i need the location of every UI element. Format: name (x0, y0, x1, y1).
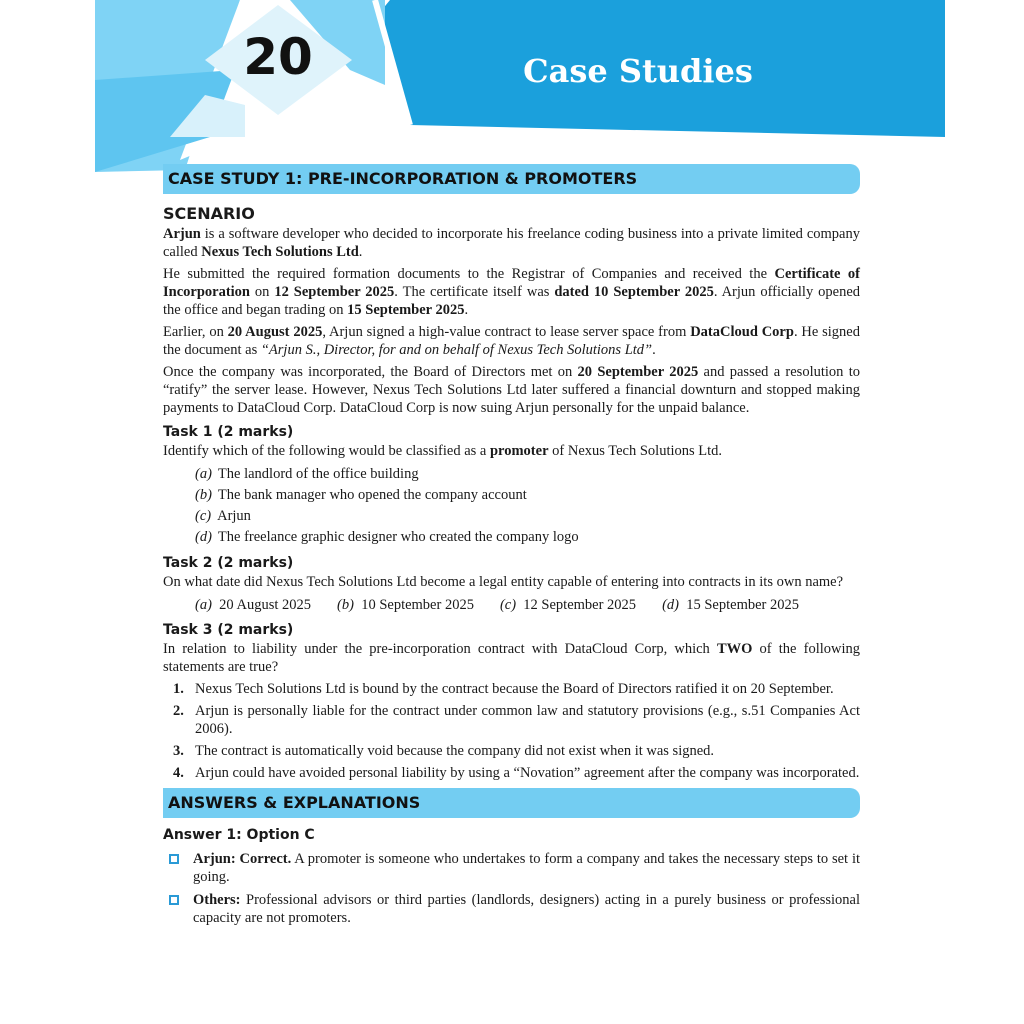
task-2-options (195, 595, 860, 615)
answer-bullet-arjun: Arjun: Correct. A promoter is someone who undertakes to form a company and takes the necessary steps to set it going. (169, 850, 860, 886)
task-3-statement-3: 3. The contract is automatically void because the company did not exist when it was signed. (173, 743, 715, 759)
task-2-question: On what date did Nexus Tech Solutions Ltd become a legal entity capable of entering into contracts in its own name? (163, 574, 844, 590)
task-3-statement-4: 4. Arjun could have avoided personal liability by using a “Novation” agreement after the company was incorporated. (173, 765, 860, 781)
answer-bullet-others: Others: Professional advisors or third parties (landlords, designers) acting in a purely business or professional capacity are not promoters. (169, 891, 860, 927)
task-2-heading: Task 2 (2 marks) (163, 555, 294, 571)
answers-heading: ANSWERS & EXPLANATIONS (163, 788, 860, 818)
task-3-statement-1: 1. Nexus Tech Solutions Ltd is bound by the contract because the Board of Directors ratified it on 20 September. (173, 681, 834, 697)
checkbox-bullet-icon (169, 895, 179, 905)
scenario-paragraph-4: Once the company was incorporated, the Board of Directors met on 20 September 2025 and passed a resolution to “ratify” the server lease. However, Nexus Tech Solutions Ltd later suffered a financial downturn and stopped making payments to DataCloud Corp. DataCloud Corp is now suing Arjun personally for the unpaid balance. (163, 364, 860, 416)
scenario-paragraph-3: Earlier, on 20 August 2025, Arjun signed a high-value contract to lease server space from DataCloud Corp. He signed the document as “Arjun S., Director, for and on behalf of Nexus Tech Solutions Ltd”. (163, 324, 860, 358)
scenario-paragraph-1: Arjun is a software developer who decided to incorporate his freelance coding business into a private limited company called Nexus Tech Solutions Ltd. (163, 226, 860, 260)
task-3-question: In relation to liability under the pre-incorporation contract with DataCloud Corp, which TWO of the following statements are true? (163, 641, 860, 675)
task-2-option-b: (b) 10 September 2025 (337, 597, 474, 613)
task-1-option-c: (c) Arjun (195, 508, 251, 524)
task-1-option-d: (d) The freelance graphic designer who created the company logo (195, 529, 579, 545)
scenario-paragraph-2: He submitted the required formation documents to the Registrar of Companies and received the Certificate of Incorporation on 12 September 2025. The certificate itself was dated 10 September 2025. Arjun officially opened the office and began trading on 15 September 2025. (163, 266, 861, 318)
task-2-option-d: (d) 15 September 2025 (662, 597, 799, 613)
checkbox-bullet-icon (169, 854, 179, 864)
page-content (163, 164, 860, 932)
chapter-banner (0, 0, 1024, 180)
answer-1-heading: Answer 1: Option C (163, 827, 315, 843)
chapter-number: 20 (243, 28, 313, 86)
task-3-statement-2: 2. Arjun is personally liable for the contract under common law and statutory provisions (e.g., s.51 Companies Act 2006). (173, 703, 860, 737)
chapter-title: Case Studies (523, 52, 753, 90)
task-2-option-c: (c) 12 September 2025 (499, 597, 637, 613)
task-1-option-a: (a) The landlord of the office building (195, 466, 419, 482)
task-1-heading: Task 1 (2 marks) (163, 424, 294, 440)
scenario-heading: SCENARIO (163, 204, 255, 223)
task-2-option-a: (a) 20 August 2025 (195, 597, 312, 613)
task-1-question: Identify which of the following would be classified as a promoter of Nexus Tech Solutions Ltd. (163, 443, 723, 459)
task-1-option-b: (b) The bank manager who opened the company account (195, 487, 527, 503)
task-3-heading: Task 3 (2 marks) (163, 622, 294, 638)
case-study-heading: CASE STUDY 1: PRE-INCORPORATION & PROMOTERS (163, 164, 860, 194)
